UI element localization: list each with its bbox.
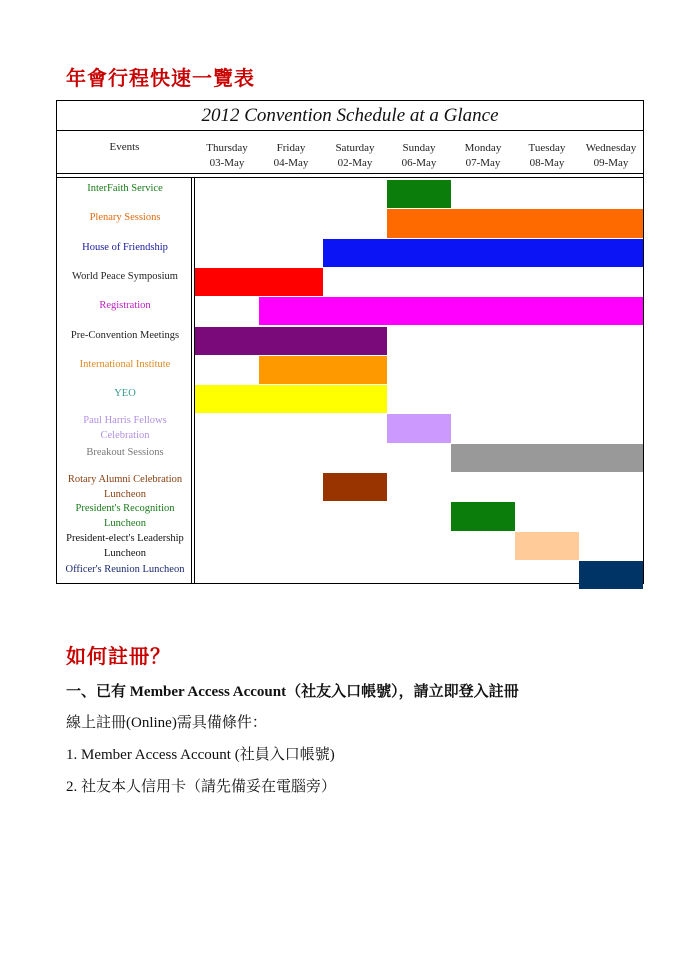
day-header <box>579 141 643 171</box>
event-label-line: Paul Harris Fellows <box>83 415 167 427</box>
events-column-divider-2 <box>194 178 195 583</box>
day-date: 03-May <box>209 157 245 169</box>
event-label-line: Pre-Convention Meetings <box>70 329 180 341</box>
day-name: Sunday <box>402 142 436 154</box>
event-label-line: President's Recognition <box>75 503 175 515</box>
event-label <box>57 531 193 561</box>
event-label-line: Luncheon <box>104 518 146 530</box>
event-bar <box>195 327 387 355</box>
day-name: Wednesday <box>585 142 637 154</box>
event-label-line: Breakout Sessions <box>86 446 164 458</box>
event-label <box>57 501 193 531</box>
event-bar <box>259 297 643 325</box>
event-label-line: Plenary Sessions <box>89 212 161 224</box>
event-label <box>57 413 193 443</box>
events-column-divider <box>191 178 192 583</box>
schedule-title: 2012 Convention Schedule at a Glance <box>57 101 643 131</box>
day-name: Thursday <box>206 142 248 154</box>
requirement-1: 1. Member Access Account (社員入口帳號) <box>66 747 335 763</box>
registration-heading: 如何註冊？ <box>66 644 171 668</box>
event-label <box>57 181 193 196</box>
event-label-line: Celebration <box>100 430 150 442</box>
event-label <box>57 240 193 255</box>
event-bar <box>387 209 643 237</box>
events-column-header: Events <box>109 141 140 153</box>
event-bar <box>387 180 451 208</box>
event-bar <box>451 444 643 472</box>
event-bar <box>259 356 387 384</box>
day-header <box>259 141 323 171</box>
event-label-line: YEO <box>114 388 136 400</box>
day-name: Tuesday <box>528 142 566 154</box>
event-label-line: Luncheon <box>104 489 146 500</box>
event-bar <box>195 385 387 413</box>
header-divider <box>57 173 643 174</box>
day-name: Saturday <box>335 142 375 154</box>
event-label-line: Luncheon <box>104 547 146 559</box>
event-label-line: World Peace Symposium <box>72 270 178 282</box>
event-label-line: Rotary Alumni Celebration <box>67 474 183 485</box>
day-date: 08-May <box>529 157 565 169</box>
event-bar <box>579 561 643 589</box>
day-name: Monday <box>464 142 502 154</box>
requirements-intro: 線上註冊(Online)需具備條件： <box>66 715 267 731</box>
day-header <box>515 141 579 171</box>
header-divider-2 <box>57 177 643 178</box>
event-label <box>57 445 193 460</box>
event-label-line: InterFaith Service <box>87 183 163 194</box>
event-label-line: International Institute <box>79 358 171 370</box>
day-date: 09-May <box>593 157 629 169</box>
event-label <box>57 472 193 502</box>
convention-schedule-table <box>56 100 644 584</box>
event-label <box>57 298 193 313</box>
day-date: 06-May <box>401 157 437 169</box>
event-label-line: Officer's Reunion Luncheon <box>65 563 185 575</box>
day-header <box>323 141 387 171</box>
day-date: 07-May <box>465 157 501 169</box>
event-label-line: House of Friendship <box>82 241 168 253</box>
event-bar <box>387 414 451 442</box>
event-label-line: Registration <box>99 300 151 312</box>
event-label <box>57 328 193 343</box>
event-bar <box>195 268 323 296</box>
event-label <box>57 562 193 577</box>
requirement-2: 2. 社友本人信用卡（請先備妥在電腦旁） <box>66 779 337 795</box>
day-date: 02-May <box>337 157 373 169</box>
day-name: Friday <box>276 142 306 154</box>
day-date: 04-May <box>273 157 309 169</box>
event-label <box>57 210 193 225</box>
event-label <box>57 357 193 372</box>
event-bar <box>323 239 643 267</box>
event-label-line: President-elect's Leadership <box>66 532 184 544</box>
event-label <box>57 269 193 284</box>
event-bar <box>515 532 579 560</box>
event-label <box>57 386 193 401</box>
day-header <box>451 141 515 171</box>
schedule-heading: 年會行程快速一覽表 <box>66 66 255 90</box>
event-bar <box>323 473 387 501</box>
day-header <box>195 141 259 171</box>
section-1-title: 一、已有 Member Access Account（社友入口帳號），請立即登入註冊 <box>66 684 519 700</box>
event-bar <box>451 502 515 530</box>
day-header <box>387 141 451 171</box>
